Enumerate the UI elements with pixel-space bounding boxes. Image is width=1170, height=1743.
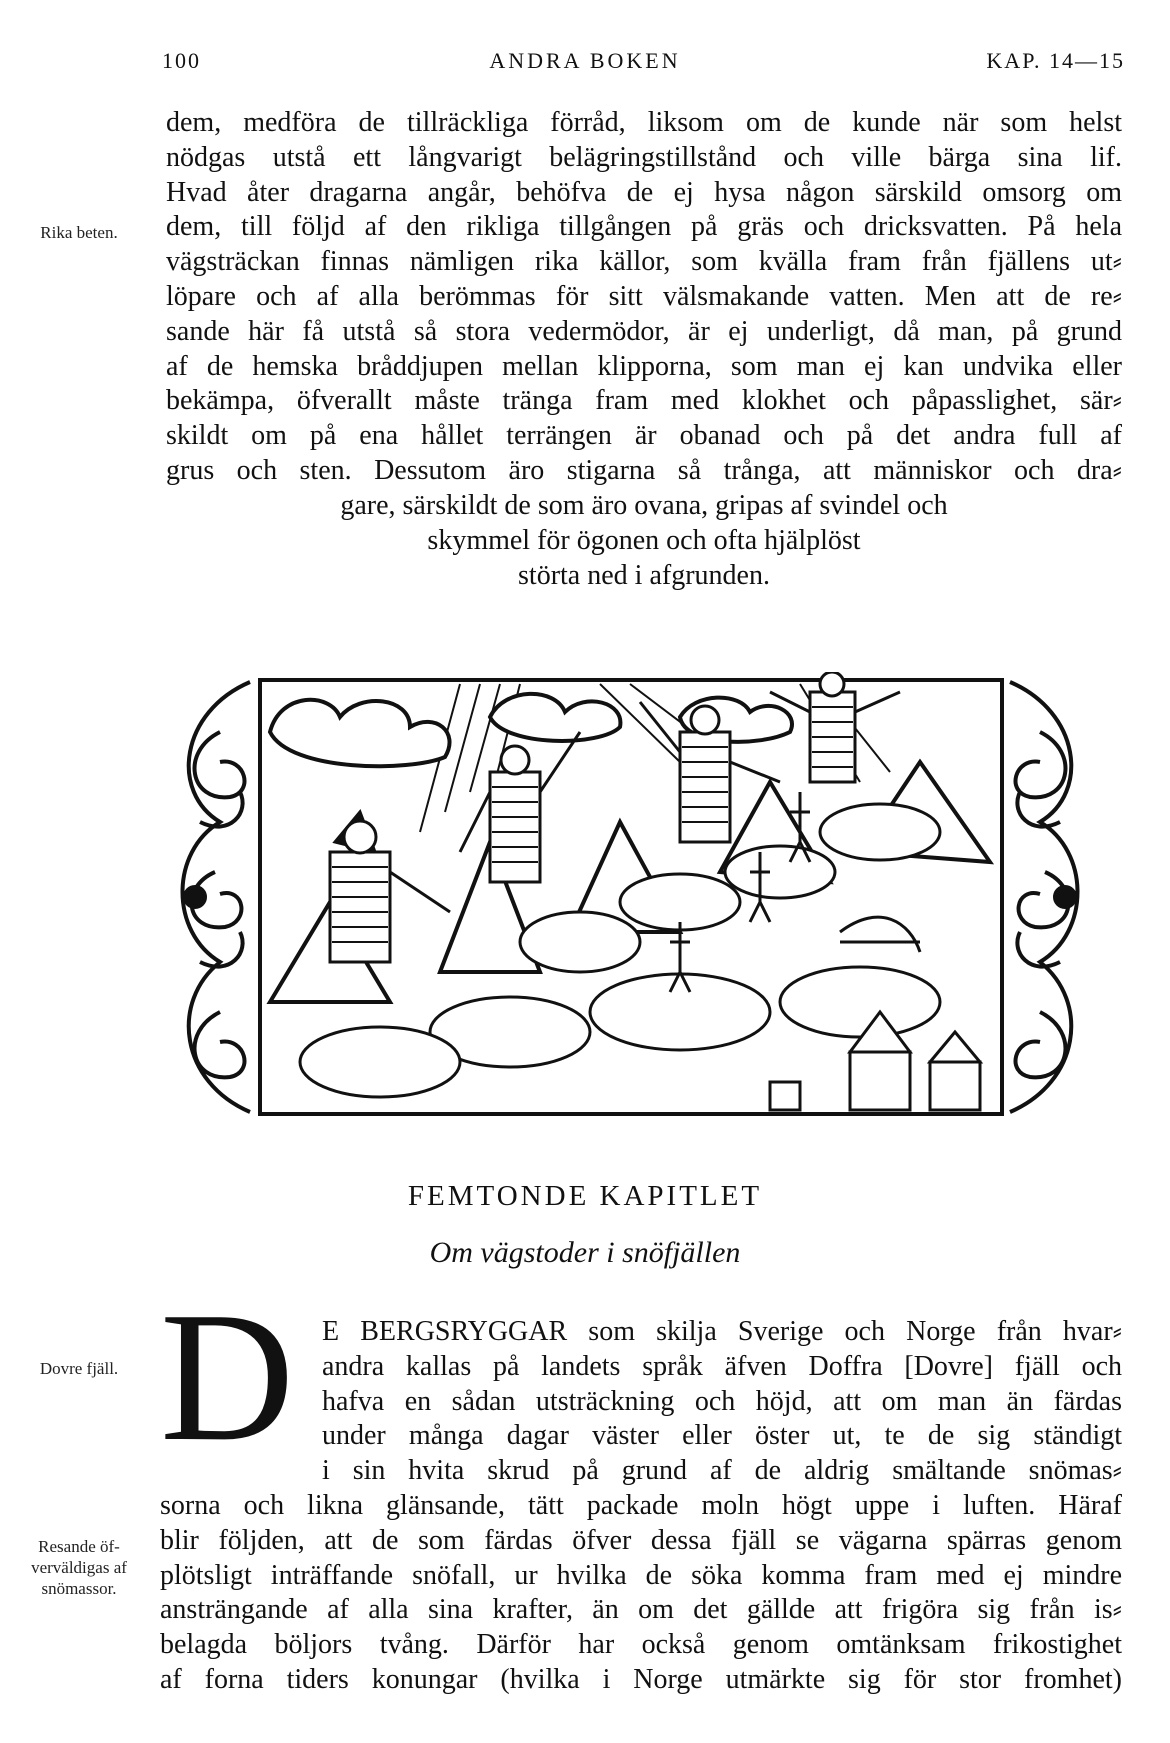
text-line: andra kallas på landets språk äfven Doffra [Dovre] fjäll och [322, 1350, 1122, 1382]
text-line: vägsträckan finnas nämligen rika källor, som kvälla fram från fjällens ut⸗ [166, 246, 1122, 278]
text-line: under många dagar väster eller öster ut, te de sig ständigt [322, 1420, 1122, 1452]
woodcut-scene [260, 672, 1002, 1114]
text-line: gare, särskildt de som äro ovana, gripas af svindel och [340, 490, 948, 521]
paragraph-1 [166, 106, 1122, 489]
paragraph-2-full [160, 1489, 1122, 1698]
drop-cap: D [160, 1274, 295, 1480]
chapter-subtitle: Om vägstoder i snöfjällen [429, 1236, 741, 1269]
text-line: löpare och af alla berömmas för sitt välsmakande vatten. Men att de re⸗ [166, 280, 1122, 312]
chapter-heading: FEMTONDE KAPITLET [407, 1180, 763, 1212]
text-line: plötsligt inträffande snöfall, ur hvilka de söka komma fram med ej mindre [160, 1559, 1122, 1591]
text-line: af de hemska bråddjupen mellan klipporna, som man ej kan undvika eller [166, 350, 1122, 382]
margin-note-rika-beten: Rika beten. [40, 223, 118, 242]
text-line: ansträngande af alla sina krafter, än om det gällde att frigöra sig från is⸗ [160, 1594, 1122, 1626]
text-line: grus och sten. Dessutom äro stigarna så trånga, att människor och dra⸗ [166, 454, 1122, 486]
text-line: dem, medföra de tillräckliga förråd, liksom om de kunde när som helst [166, 107, 1122, 138]
margin-note-line: Resande öf- [38, 1537, 120, 1556]
text-line: nödgas utstå ett långvarigt belägringstillstånd och ville bärga sina lif. [166, 141, 1122, 173]
text-line: hafva en sådan utsträckning och höjd, att om man än färdas [322, 1385, 1122, 1417]
margin-note-dovre: Dovre fjäll. [39, 1359, 119, 1378]
running-title: ANDRA BOKEN [489, 48, 681, 73]
text-line: sorna och likna glänsande, tätt packade moln högt uppe i luften. Häraf [160, 1490, 1122, 1521]
margin-note-resande [0, 1536, 158, 1599]
text-line: i sin hvita skrud på grund af de aldrig smältande snömas⸗ [322, 1455, 1122, 1487]
chapter-reference: KAP. 14—15 [986, 48, 1125, 73]
text-line: skymmel för ögonen och ofta hjälplöst [427, 524, 861, 556]
left-ornament [183, 682, 251, 1112]
text-line: dem, till följd af den rikliga tillgången på gräs och dricksvatten. På hela [166, 211, 1122, 243]
text-line: skildt om på ena hållet terrängen är obanad och på det andra full af [166, 420, 1122, 452]
text-line: bekämpa, öfverallt måste tränga fram med klokhet och påpasslighet, sär⸗ [166, 385, 1122, 417]
woodcut-illustration [160, 672, 1100, 1122]
page-number: 100 [162, 48, 201, 73]
margin-note-line: verväldigas af [31, 1558, 127, 1577]
text-line: belagda böljors tvång. Därför har också genom omtänksam frikostighet [160, 1629, 1122, 1661]
text-line: störta ned i afgrunden. [518, 559, 770, 591]
paragraph-1-tail [166, 489, 1122, 593]
text-line: af forna tiders konungar (hvilka i Norge utmärkte sig för stor fromhet) [160, 1663, 1122, 1695]
text-line: blir följden, att de som färdas öfver dessa fjäll se vägarna spärras genom [160, 1524, 1122, 1556]
margin-note-line: snömassor. [41, 1579, 117, 1598]
paragraph-2-indented [322, 1315, 1122, 1489]
text-line: Hvad åter dragarna angår, behöfva de ej hysa någon särskild omsorg om [166, 176, 1122, 208]
text-line: sande här få utstå så stora vedermödor, är ej underligt, då man, på grund [166, 315, 1122, 347]
text-line: E BERGSRYGGAR som skilja Sverige och Norge från hvar⸗ [322, 1316, 1122, 1347]
right-ornament [1010, 682, 1078, 1112]
